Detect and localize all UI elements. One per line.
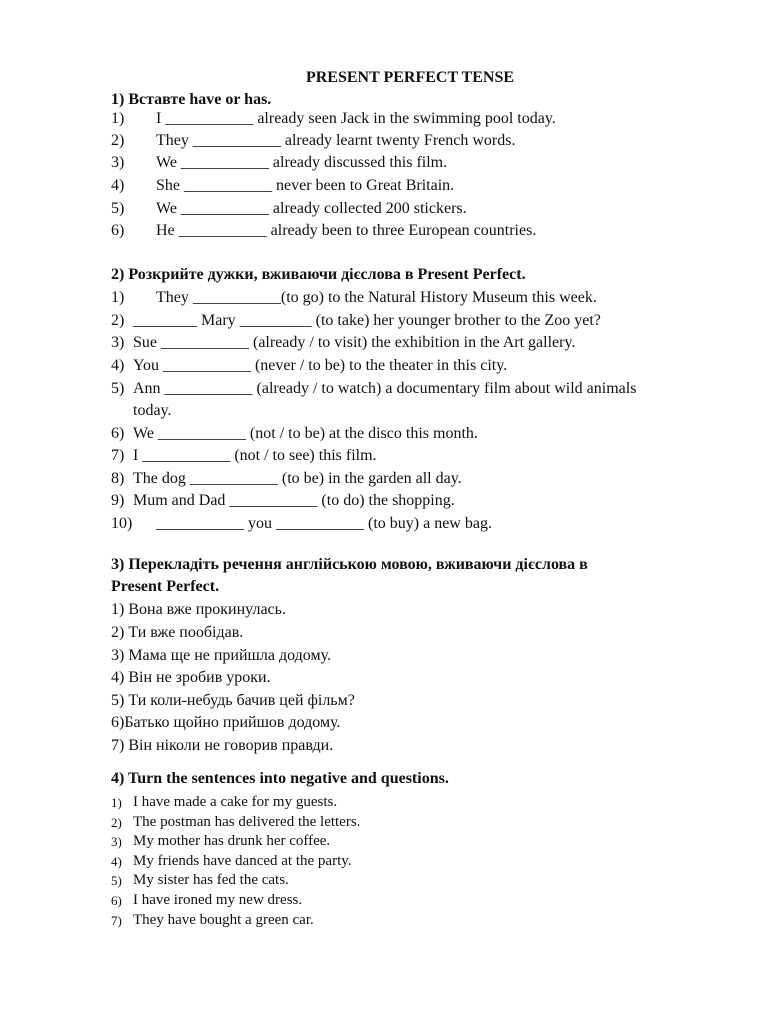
item-text: I ___________ already seen Jack in the swimming pool today.	[156, 110, 556, 127]
item-text: ___________ you ___________ (to buy) a new bag.	[156, 515, 492, 532]
item-text: She ___________ never been to Great Britain.	[156, 177, 455, 194]
item-number: 2)	[111, 132, 125, 149]
section1-heading: 1) Вставте have or has.	[111, 91, 272, 108]
item-text: The postman has delivered the letters.	[133, 814, 361, 830]
item-text: They have bought a green car.	[133, 912, 314, 928]
item-text: I have ironed my new dress.	[133, 892, 303, 908]
item-number: 4)	[111, 357, 125, 374]
section4-heading: 4) Turn the sentences into negative and questions.	[111, 770, 449, 787]
item-number: 7)	[111, 447, 125, 464]
item-number: 6)	[111, 425, 125, 442]
item-text: 1) Вона вже прокинулась.	[111, 601, 286, 618]
item-text: 4) Він не зробив уроки.	[111, 669, 271, 686]
item-number: 2)	[111, 815, 122, 830]
item-number: 1)	[111, 795, 122, 810]
item-number: 2)	[111, 312, 125, 329]
item-text: 6)Батько щойно прийшов додому.	[111, 714, 341, 731]
item-text: Sue ___________ (already / to visit) the exhibition in the Art gallery.	[133, 334, 576, 351]
item-number: 3)	[111, 334, 125, 351]
item-text: I ___________ (not / to see) this film.	[133, 447, 377, 464]
item-text: 7) Він ніколи не говорив правди.	[111, 737, 334, 754]
item-text: 3) Мама ще не прийшла додому.	[111, 647, 331, 664]
item-text: My friends have danced at the party.	[133, 853, 352, 869]
item-text: They ___________ already learnt twenty French words.	[156, 132, 516, 149]
item-text: You ___________ (never / to be) to the theater in this city.	[133, 357, 508, 374]
item-text: They ___________(to go) to the Natural History Museum this week.	[156, 289, 597, 306]
item-number: 7)	[111, 913, 122, 928]
item-text: The dog ___________ (to be) in the garden all day.	[133, 470, 462, 487]
item-number: 9)	[111, 492, 125, 509]
item-number: 8)	[111, 470, 125, 487]
item-text: ________ Mary _________ (to take) her younger brother to the Zoo yet?	[133, 312, 601, 329]
item-number: 5)	[111, 200, 125, 217]
section3-heading: 3) Перекладіть речення англійською мовою, вживаючи дієслова в	[111, 556, 588, 573]
item-text: My sister has fed the cats.	[133, 872, 289, 888]
item-number: 5)	[111, 380, 125, 397]
item-text: We ___________ (not / to be) at the disco this month.	[133, 425, 478, 442]
item-text: I have made a cake for my guests.	[133, 794, 338, 810]
item-text: Mum and Dad ___________ (to do) the shopping.	[133, 492, 455, 509]
item-text: today.	[133, 402, 172, 419]
page-title: PRESENT PERFECT TENSE	[305, 69, 515, 86]
section3-heading-continuation: Present Perfect.	[111, 578, 220, 595]
item-number: 4)	[111, 177, 125, 194]
item-number: 3)	[111, 834, 122, 849]
item-number: 1)	[111, 110, 125, 127]
section2-heading: 2) Розкрийте дужки, вживаючи дієслова в Present Perfect.	[111, 266, 526, 283]
item-number: 4)	[111, 854, 122, 869]
item-number: 6)	[111, 222, 125, 239]
item-text: We ___________ already collected 200 stickers.	[156, 200, 467, 217]
item-text: He ___________ already been to three European countries.	[156, 222, 537, 239]
item-number: 3)	[111, 154, 125, 171]
item-text: My mother has drunk her coffee.	[133, 833, 331, 849]
item-number: 5)	[111, 873, 122, 888]
item-number: 6)	[111, 893, 122, 908]
item-text: 2) Ти вже пообідав.	[111, 624, 244, 641]
item-text: We ___________ already discussed this film.	[156, 154, 448, 171]
item-text: Ann ___________ (already / to watch) a documentary film about wild animals	[133, 380, 637, 397]
item-number: 10)	[111, 515, 133, 532]
item-text: 5) Ти коли-небудь бачив цей фільм?	[111, 692, 355, 709]
item-number: 1)	[111, 289, 125, 306]
